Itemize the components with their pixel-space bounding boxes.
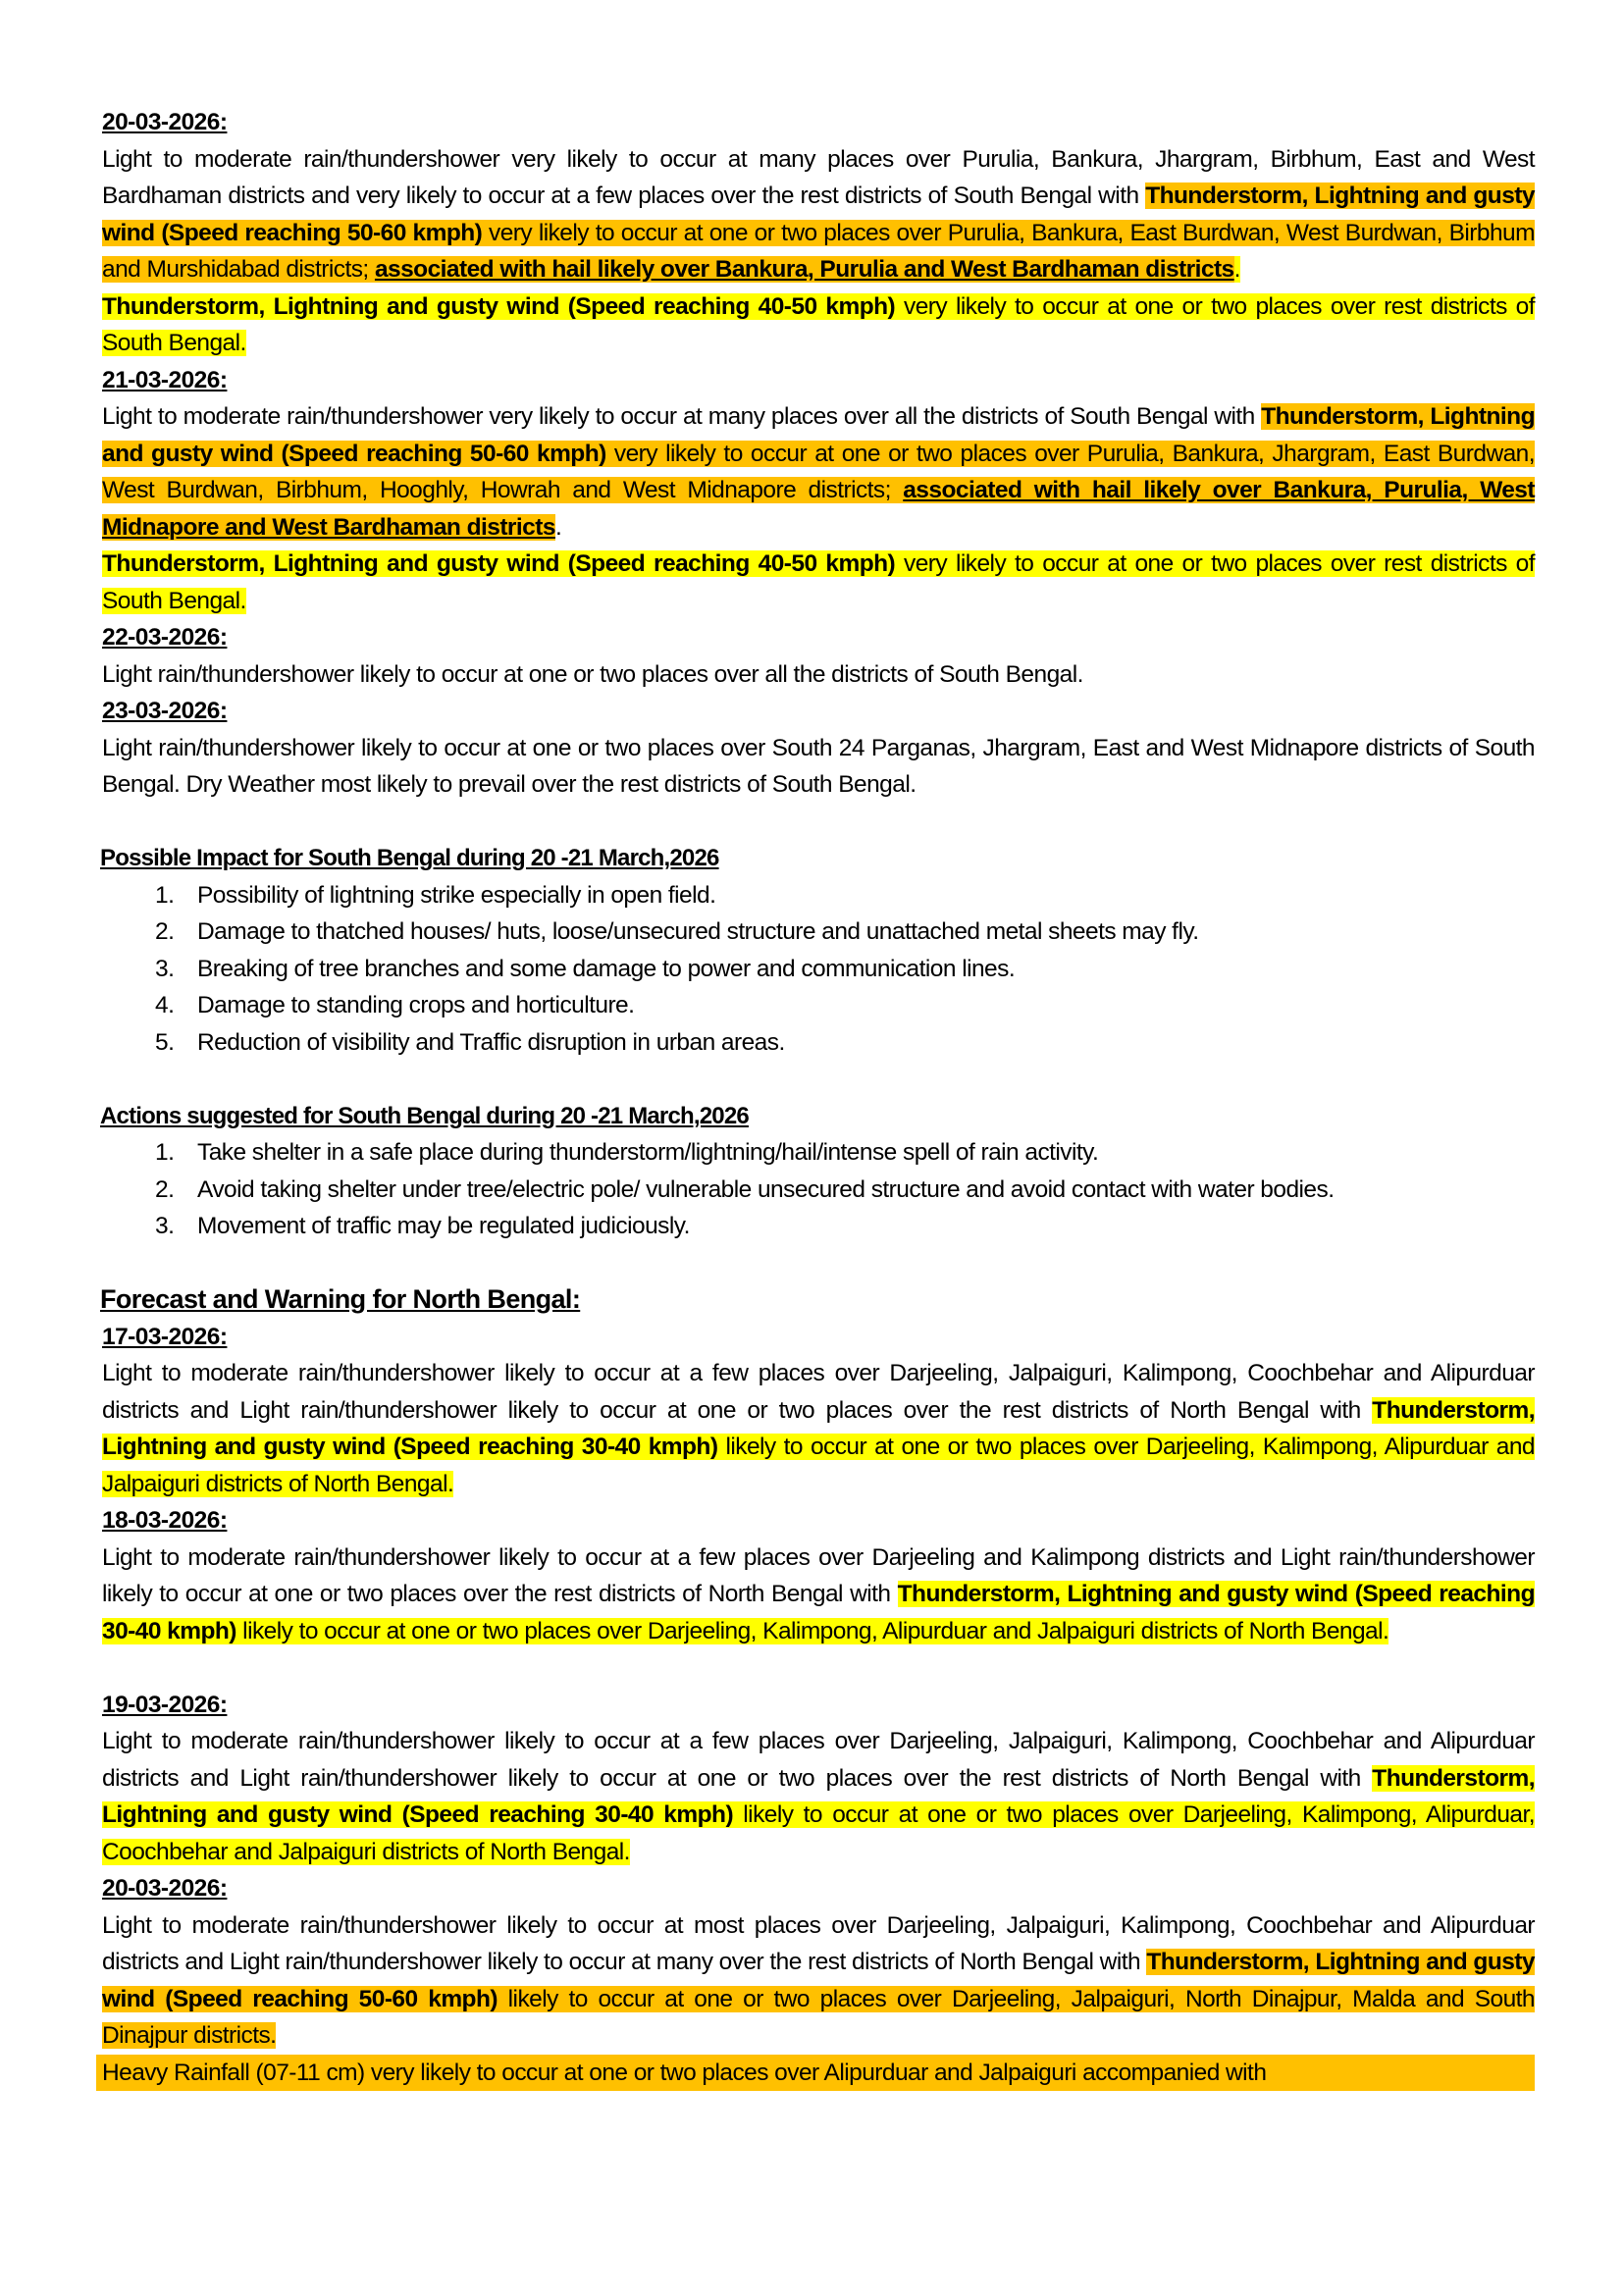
list-number: 4. xyxy=(155,992,175,1018)
list-item xyxy=(102,913,1535,951)
warning-text-yellow: likely to occur at one or two places over Darjeeling, Kalimpong, Alipurduar and Jalpaiguri districts of North Bengal. xyxy=(236,1617,1389,1644)
list-item xyxy=(102,877,1535,914)
list-item xyxy=(102,1134,1535,1172)
forecast-text: Light to moderate rain/thundershower likely to occur at a few places over Darjeeling, Jalpaiguri, Kalimpong, Coochbehar and Alipurduar districts and Light rain/thundershower likely to occur at one or two places over the rest districts of North Bengal with xyxy=(102,1360,1535,1424)
north-bengal-title: Forecast and Warning for North Bengal: xyxy=(100,1284,581,1314)
date-heading: 19-03-2026: xyxy=(102,1691,228,1718)
impact-section xyxy=(102,840,1535,1061)
list-number: 2. xyxy=(155,1175,175,1203)
warning-text-yellow: very likely to occur at one or two places over rest districts of South Bengal. xyxy=(102,550,1535,614)
forecast-paragraph xyxy=(102,1907,1535,2055)
forecast-paragraph xyxy=(102,141,1535,288)
spacer xyxy=(102,1649,1535,1687)
warning-text-yellow: very likely to occur at one or two places over rest districts of South Bengal. xyxy=(102,292,1535,356)
spacer xyxy=(102,1245,1535,1282)
forecast-paragraph xyxy=(102,1355,1535,1502)
list-text: Damage to standing crops and horticulture. xyxy=(197,992,635,1018)
list-text: Take shelter in a safe place during thunderstorm/lightning/hail/intense spell of rain activity. xyxy=(197,1139,1099,1166)
warning-bold-orange: Thunderstorm, Lightning and gusty wind (Speed reaching 50-60 kmph) xyxy=(102,1949,1535,2012)
warning-bold-yellow: Thunderstorm, Lightning and gusty wind (Speed reaching 30-40 kmph) xyxy=(102,1764,1535,1828)
list-text: Avoid taking shelter under tree/electric pole/ vulnerable unsecured structure and avoid contact with water bodies. xyxy=(197,1175,1335,1203)
warning-bold-orange: Thunderstorm, Lightning and gusty wind (Speed reaching 50-60 kmph) xyxy=(102,403,1535,467)
actions-section xyxy=(102,1098,1535,1245)
list-number: 3. xyxy=(155,1213,175,1239)
actions-list xyxy=(102,1134,1535,1245)
list-text: Damage to thatched houses/ huts, loose/unsecured structure and unattached metal sheets may fly. xyxy=(197,918,1199,945)
south-forecast-20-03 xyxy=(102,104,1535,362)
list-item xyxy=(102,1172,1535,1209)
date-heading: 18-03-2026: xyxy=(102,1507,228,1534)
date-heading: 20-03-2026: xyxy=(102,109,228,135)
forecast-text: Light to moderate rain/thundershower likely to occur at a few places over Darjeeling, Jalpaiguri, Kalimpong, Coochbehar and Alipurduar districts and Light rain/thundershower likely to occur at one or two places over the rest districts of North Bengal with xyxy=(102,1728,1535,1792)
list-text: Possibility of lightning strike especially in open field. xyxy=(197,881,716,909)
date-heading: 17-03-2026: xyxy=(102,1323,228,1350)
warning-bold-yellow: Thunderstorm, Lightning and gusty wind (Speed reaching 30-40 kmph) xyxy=(102,1396,1535,1460)
north-forecast-19-03 xyxy=(102,1687,1535,1871)
period: . xyxy=(554,513,562,541)
warning-bold-yellow: Thunderstorm, Lightning and gusty wind (Speed reaching 40-50 kmph) xyxy=(102,550,896,577)
list-item xyxy=(102,951,1535,988)
list-item xyxy=(102,1208,1535,1245)
list-number: 2. xyxy=(155,918,175,945)
forecast-text: Light to moderate rain/thundershower likely to occur at most places over Darjeeling, Jalpaiguri, Kalimpong, Coochbehar and Alipurduar districts and Light rain/thundershower likely to occur at many over the rest districts of North Bengal with xyxy=(102,1911,1535,1975)
impact-list xyxy=(102,877,1535,1062)
warning-bold-orange: Thunderstorm, Lightning and gusty wind (Speed reaching 50-60 kmph) xyxy=(102,183,1535,246)
date-heading: 21-03-2026: xyxy=(102,366,228,393)
list-item xyxy=(102,987,1535,1024)
date-heading: 22-03-2026: xyxy=(102,624,228,651)
period: . xyxy=(1233,256,1240,283)
list-number: 1. xyxy=(155,881,175,909)
heavy-rainfall-warning: Heavy Rainfall (07-11 cm) very likely to occur at one or two places over Alipurduar and Jalpaiguri accompanied with xyxy=(96,2055,1535,2092)
list-text: Movement of traffic may be regulated judiciously. xyxy=(197,1213,690,1239)
list-number: 5. xyxy=(155,1028,175,1056)
warning-paragraph-yellow xyxy=(102,288,1535,362)
south-forecast-21-03 xyxy=(102,362,1535,620)
forecast-paragraph xyxy=(102,398,1535,546)
forecast-text: Light to moderate rain/thundershower very likely to occur at many places over Purulia, Bankura, Jhargram, Birbhum, East and West Bardhaman districts and very likely to occur at a few places over the rest districts of South Bengal with xyxy=(102,145,1535,209)
hail-warning: associated with hail likely over Bankura, Purulia, West Midnapore and West Bardhaman districts xyxy=(102,477,1535,541)
list-text: Breaking of tree branches and some damage to power and communication lines. xyxy=(197,955,1016,982)
warning-bold-yellow: Thunderstorm, Lightning and gusty wind (Speed reaching 30-40 kmph) xyxy=(102,1581,1535,1644)
spacer xyxy=(102,804,1535,841)
list-item xyxy=(102,1024,1535,1062)
list-number: 1. xyxy=(155,1139,175,1166)
forecast-paragraph: Light rain/thundershower likely to occur at one or two places over South 24 Parganas, Jhargram, East and West Midnapore districts of South Bengal. Dry Weather most likely to prevail over the rest districts of South Bengal. xyxy=(102,734,1535,798)
south-forecast-22-03 xyxy=(102,619,1535,693)
warning-text-orange: very likely to occur at one or two places over Purulia, Bankura, Jhargram, East Burdwan, West Burdwan, Birbhum, Hooghly, Howrah and West Midnapore districts; xyxy=(102,440,1535,503)
warning-text-yellow: likely to occur at one or two places over Darjeeling, Kalimpong, Alipurduar, Coochbehar and Jalpaiguri districts of North Bengal. xyxy=(102,1801,1535,1865)
north-forecast-20-03 xyxy=(102,1870,1535,2091)
document-page xyxy=(102,104,1535,2091)
north-bengal-section xyxy=(102,1281,1535,2091)
warning-text-yellow: likely to occur at one or two places over Darjeeling, Kalimpong, Alipurduar and Jalpaiguri districts of North Bengal. xyxy=(102,1434,1535,1497)
south-forecast-23-03 xyxy=(102,693,1535,804)
list-text: Reduction of visibility and Traffic disruption in urban areas. xyxy=(197,1028,785,1056)
north-forecast-18-03 xyxy=(102,1502,1535,1649)
date-heading: 20-03-2026: xyxy=(102,1875,228,1902)
impact-title: Possible Impact for South Bengal during 20 -21 March,2026 xyxy=(100,845,719,871)
forecast-paragraph xyxy=(102,1723,1535,1870)
north-forecast-17-03 xyxy=(102,1319,1535,1503)
forecast-text: Light to moderate rain/thundershower likely to occur at a few places over Darjeeling and Kalimpong districts and Light rain/thundershower likely to occur at one or two places over the rest districts of North Bengal with xyxy=(102,1543,1535,1607)
forecast-paragraph: Light rain/thundershower likely to occur at one or two places over all the districts of South Bengal. xyxy=(102,660,1083,688)
forecast-paragraph xyxy=(102,1539,1535,1650)
warning-text-orange: likely to occur at one or two places over Darjeeling, Jalpaiguri, North Dinajpur, Malda and South Dinajpur districts. xyxy=(102,1985,1535,2049)
forecast-text: Light to moderate rain/thundershower very likely to occur at many places over all the districts of South Bengal with xyxy=(102,403,1262,430)
warning-paragraph-yellow xyxy=(102,546,1535,619)
actions-title: Actions suggested for South Bengal during 20 -21 March,2026 xyxy=(100,1102,749,1129)
spacer xyxy=(102,1061,1535,1098)
date-heading: 23-03-2026: xyxy=(102,698,228,724)
list-number: 3. xyxy=(155,955,175,982)
warning-text-orange: very likely to occur at one or two places over Purulia, Bankura, East Burdwan, West Burdwan, Birbhum and Murshidabad districts; xyxy=(102,219,1535,283)
hail-warning: associated with hail likely over Bankura, Purulia and West Bardhaman districts xyxy=(374,256,1234,283)
warning-bold-yellow: Thunderstorm, Lightning and gusty wind (Speed reaching 40-50 kmph) xyxy=(102,292,896,320)
